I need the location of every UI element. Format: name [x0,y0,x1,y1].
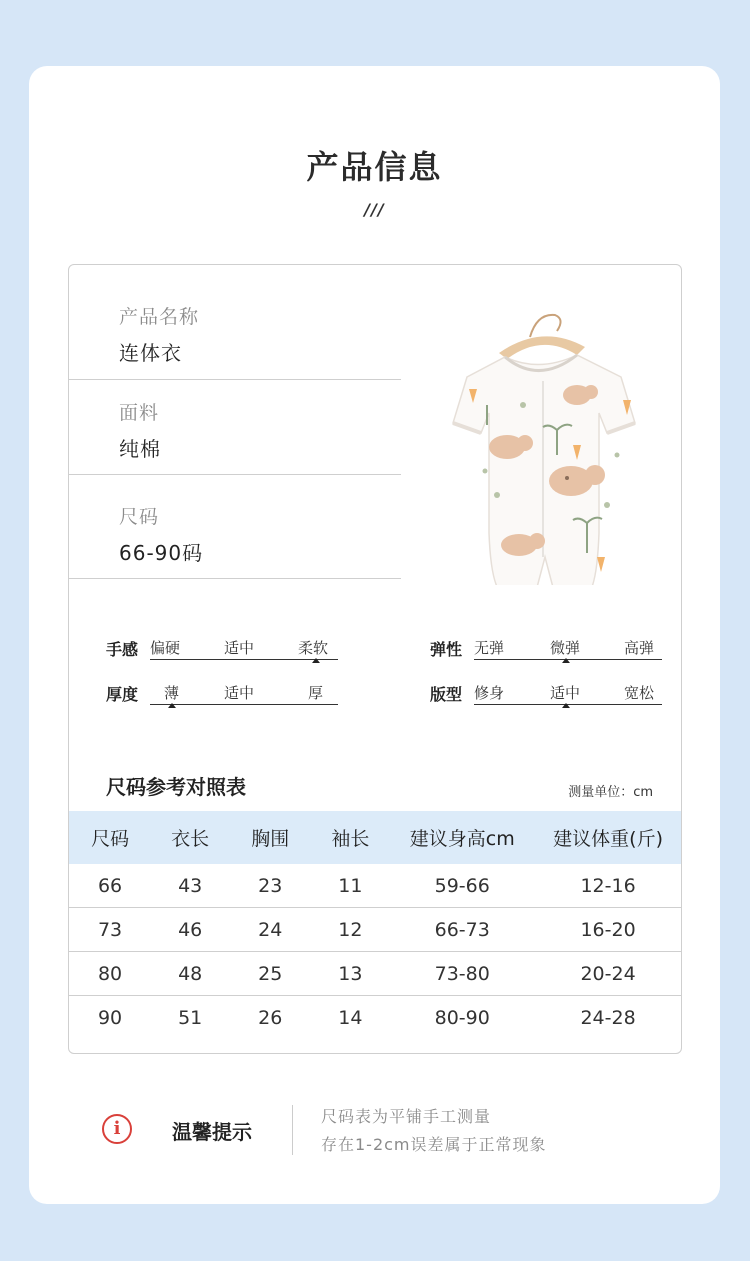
tip-line: 存在1-2cm误差属于正常现象 [321,1135,547,1154]
table-cell: 16-20 [535,908,681,952]
attr-option: 修身 [474,684,505,702]
attr-option: 偏硬 [150,639,181,657]
info-label: 产品名称 [119,306,200,328]
table-row [69,908,681,952]
attr-thickness [106,682,338,712]
romper-product-image [427,295,657,585]
tip-divider [292,1105,293,1155]
column-header: 胸围 [229,811,311,864]
size-table-title: 尺码参考对照表 [106,775,246,799]
attr-name: 手感 [106,640,139,659]
attr-fit [430,682,662,712]
table-cell: 24 [229,908,311,952]
attr-option: 宽松 [624,684,655,702]
column-header: 袖长 [311,811,389,864]
table-cell: 25 [229,952,311,996]
page-title: 产品信息 [306,148,443,186]
table-cell: 90 [97,1006,123,1029]
tip-line: 尺码表为平铺手工测量 [321,1107,492,1126]
attr-option: 适中 [224,639,255,657]
attr-option: 高弹 [624,639,655,657]
attr-elasticity [430,637,662,667]
column-header: 建议身高cm [389,811,535,864]
info-value: 连体衣 [119,341,182,365]
table-cell: 23 [229,864,311,908]
table-cell: 12-16 [535,864,681,908]
table-cell: 66-73 [389,908,535,952]
info-icon: i [102,1114,132,1144]
info-box [68,264,682,1054]
table-row [69,952,681,996]
attr-name: 弹性 [430,640,463,659]
selected-marker-icon [312,658,320,663]
title-decoration: /// [364,200,385,219]
column-header: 尺码 [69,811,151,864]
attr-option: 薄 [164,684,180,702]
attr-scale [474,637,662,660]
info-label: 尺码 [119,506,160,528]
table-cell: 26 [258,1006,283,1029]
attr-option: 适中 [224,684,255,702]
table-cell: 48 [151,952,229,996]
table-cell: 59-66 [389,864,535,908]
column-header: 衣长 [151,811,229,864]
selected-marker-icon [562,703,570,708]
table-cell: 51 [178,1006,203,1029]
table-cell: 11 [311,864,389,908]
attr-option: 无弹 [474,639,505,657]
info-row-size [69,475,401,579]
attr-scale [474,682,662,705]
selected-marker-icon [168,703,176,708]
table-cell: 43 [151,864,229,908]
table-row [69,996,681,1040]
hanger-hook [530,315,561,337]
table-cell: 13 [311,952,389,996]
table-row [69,864,681,908]
table-cell: 66 [69,864,151,908]
table-cell: 14 [338,1006,363,1029]
attr-scale [150,682,338,705]
info-row-name [69,265,401,380]
attr-feel [106,637,338,667]
table-cell: 80 [69,952,151,996]
table-cell: 80-90 [434,1006,490,1029]
table-cell: 73 [69,908,151,952]
table-cell: 24-28 [580,1006,636,1029]
attr-option: 微弹 [550,639,581,657]
info-value: 纯棉 [119,437,161,461]
table-cell: 12 [311,908,389,952]
info-row-fabric [69,380,401,475]
table-cell: 20-24 [535,952,681,996]
attr-option: 柔软 [298,639,329,657]
attr-option: 适中 [550,684,581,702]
hanger [499,336,585,359]
attr-scale [150,637,338,660]
attr-option: 厚 [308,684,324,702]
attr-name: 版型 [430,685,463,704]
size-table [69,811,681,1039]
selected-marker-icon [562,658,570,663]
info-value: 66-90码 [119,541,204,565]
column-header: 建议体重(斤) [535,811,681,864]
tip-label: 温馨提示 [172,1120,252,1144]
table-cell: 73-80 [389,952,535,996]
romper-body [453,355,635,585]
measurement-unit: 测量单位：cm [568,785,653,800]
size-table-header [69,811,681,864]
attr-name: 厚度 [106,685,139,704]
table-cell: 46 [151,908,229,952]
product-info-card [29,66,720,1204]
info-label: 面料 [119,402,160,424]
